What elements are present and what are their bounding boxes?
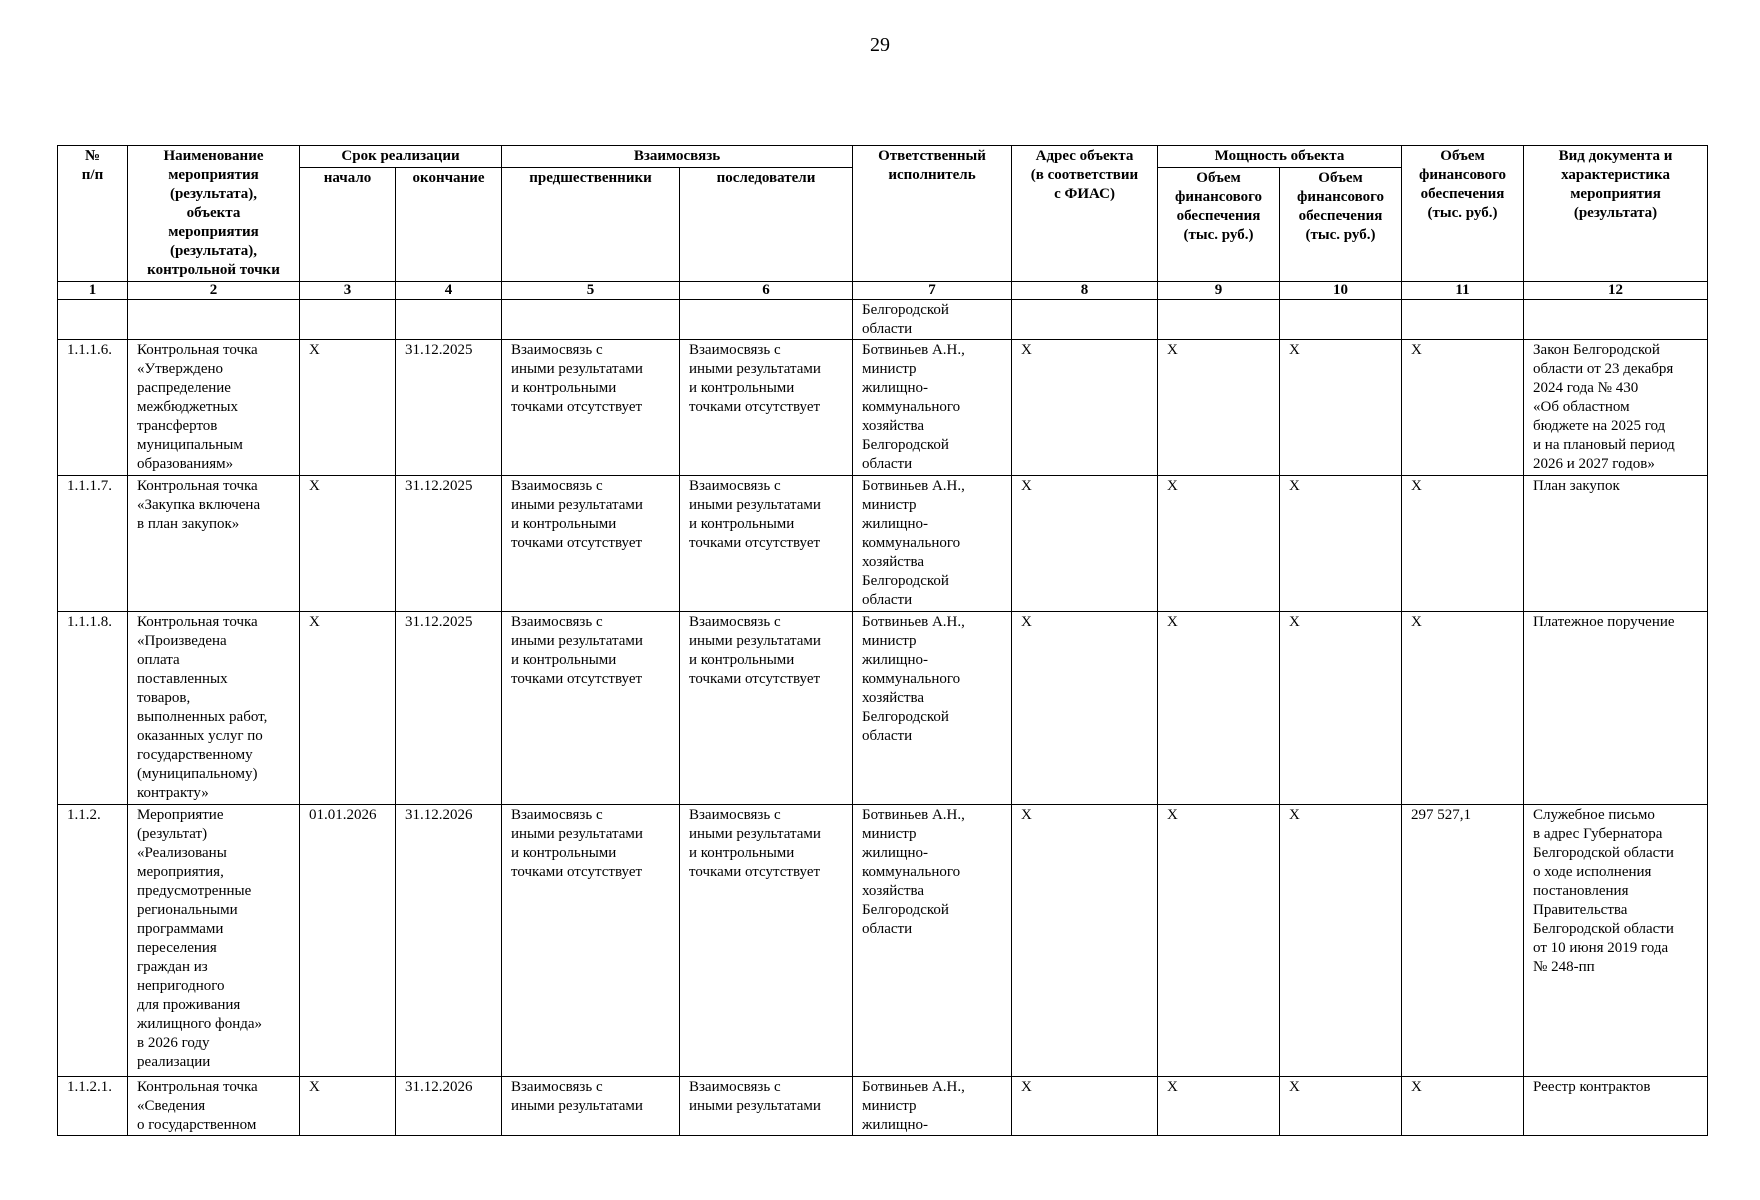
cell-volume-2: X <box>1280 340 1402 476</box>
cell-doc: Закон Белгородской области от 23 декабря 2024 года № 430 «Об областном бюджете на 2025 год и на плановый период 2026 и 2027 годов» <box>1524 340 1708 476</box>
table-row <box>58 340 1708 476</box>
cell-start: 01.01.2026 <box>300 805 396 1077</box>
header-start: начало <box>300 168 396 282</box>
header-address: Адрес объекта (в соответствии с ФИАС) <box>1012 146 1158 282</box>
cell-predecessors: Взаимосвязь с иными результатами <box>502 1077 680 1136</box>
cell-predecessors: Взаимосвязь с иными результатами и контрольными точками отсутствует <box>502 340 680 476</box>
cell-executor: Ботвиньев А.Н., министр жилищно- коммунального хозяйства Белгородской области <box>853 340 1012 476</box>
cell-num: 1.1.1.8. <box>58 612 128 805</box>
cell-volume-2: X <box>1280 476 1402 612</box>
header-capacity: Мощность объекта <box>1158 146 1402 168</box>
cell-executor: Белгородской области <box>853 300 1012 340</box>
col-number: 10 <box>1280 282 1402 300</box>
table-row <box>58 476 1708 612</box>
col-number: 4 <box>396 282 502 300</box>
header-name: Наименование мероприятия (результата), объекта мероприятия (результата), контрольной точки <box>128 146 300 282</box>
header-term: Срок реализации <box>300 146 502 168</box>
header-doc-type: Вид документа и характеристика мероприятия (результата) <box>1524 146 1708 282</box>
cell-num: 1.1.1.7. <box>58 476 128 612</box>
header-end: окончание <box>396 168 502 282</box>
header-num: № п/п <box>58 146 128 282</box>
col-number: 6 <box>680 282 853 300</box>
cell-doc: Платежное поручение <box>1524 612 1708 805</box>
cell-address: X <box>1012 612 1158 805</box>
cell-name: Контрольная точка «Сведения о государственном <box>128 1077 300 1136</box>
header-capacity-volume-2: Объем финансового обеспечения (тыс. руб.) <box>1280 168 1402 282</box>
cell-name: Контрольная точка «Произведена оплата поставленных товаров, выполненных работ, оказанных услуг по государственному (муниципальному) контракту» <box>128 612 300 805</box>
cell-volume-2: X <box>1280 805 1402 1077</box>
cell-start: X <box>300 340 396 476</box>
cell-name: Контрольная точка «Утверждено распределение межбюджетных трансфертов муниципальным образованиям» <box>128 340 300 476</box>
col-number: 1 <box>58 282 128 300</box>
cell-funding: X <box>1402 1077 1524 1136</box>
cell-end: 31.12.2025 <box>396 612 502 805</box>
col-number: 2 <box>128 282 300 300</box>
cell-doc: Служебное письмо в адрес Губернатора Белгородской области о ходе исполнения постановления Правительства Белгородской области от 10 июня 2019 года № 248-пп <box>1524 805 1708 1077</box>
col-number: 12 <box>1524 282 1708 300</box>
cell-address: X <box>1012 805 1158 1077</box>
cell-volume-2: X <box>1280 612 1402 805</box>
cell-successors: Взаимосвязь с иными результатами и контрольными точками отсутствует <box>680 805 853 1077</box>
header-predecessors: предшественники <box>502 168 680 282</box>
cell-executor: Ботвиньев А.Н., министр жилищно- <box>853 1077 1012 1136</box>
cell-successors: Взаимосвязь с иными результатами и контрольными точками отсутствует <box>680 612 853 805</box>
table-row <box>58 805 1708 1077</box>
cell-funding: X <box>1402 476 1524 612</box>
cell-executor: Ботвиньев А.Н., министр жилищно- коммунального хозяйства Белгородской области <box>853 476 1012 612</box>
cell-funding: 297 527,1 <box>1402 805 1524 1077</box>
cell-address: X <box>1012 476 1158 612</box>
cell-end: 31.12.2026 <box>396 805 502 1077</box>
header-executor: Ответственный исполнитель <box>853 146 1012 282</box>
cell-successors: Взаимосвязь с иными результатами и контрольными точками отсутствует <box>680 340 853 476</box>
cell-volume-1: X <box>1158 612 1280 805</box>
cell-end: 31.12.2026 <box>396 1077 502 1136</box>
cell-num: 1.1.1.6. <box>58 340 128 476</box>
cell-volume-1: X <box>1158 340 1280 476</box>
cell-end: 31.12.2025 <box>396 476 502 612</box>
cell-volume-1: X <box>1158 476 1280 612</box>
cell-predecessors: Взаимосвязь с иными результатами и контрольными точками отсутствует <box>502 612 680 805</box>
cell-address: X <box>1012 1077 1158 1136</box>
cell-start: X <box>300 476 396 612</box>
cell-volume-1: X <box>1158 1077 1280 1136</box>
col-number: 5 <box>502 282 680 300</box>
header-capacity-volume-1: Объем финансового обеспечения (тыс. руб.) <box>1158 168 1280 282</box>
cell-end: 31.12.2025 <box>396 340 502 476</box>
cell-predecessors: Взаимосвязь с иными результатами и контрольными точками отсутствует <box>502 476 680 612</box>
cell-successors: Взаимосвязь с иными результатами и контрольными точками отсутствует <box>680 476 853 612</box>
table-row-continuation <box>58 300 1708 340</box>
col-number: 3 <box>300 282 396 300</box>
cell-start: X <box>300 1077 396 1136</box>
cell-num: 1.1.2.1. <box>58 1077 128 1136</box>
cell-doc: План закупок <box>1524 476 1708 612</box>
cell-doc: Реестр контрактов <box>1524 1077 1708 1136</box>
cell-address: X <box>1012 340 1158 476</box>
cell-start: X <box>300 612 396 805</box>
header-funding: Объем финансового обеспечения (тыс. руб.) <box>1402 146 1524 282</box>
cell-name: Контрольная точка «Закупка включена в план закупок» <box>128 476 300 612</box>
cell-num: 1.1.2. <box>58 805 128 1077</box>
cell-executor: Ботвиньев А.Н., министр жилищно- коммунального хозяйства Белгородской области <box>853 612 1012 805</box>
table-row <box>58 1077 1708 1136</box>
col-number: 9 <box>1158 282 1280 300</box>
header-relation: Взаимосвязь <box>502 146 853 168</box>
page-number: 29 <box>870 34 890 56</box>
cell-executor: Ботвиньев А.Н., министр жилищно- коммунального хозяйства Белгородской области <box>853 805 1012 1077</box>
cell-funding: X <box>1402 612 1524 805</box>
cell-volume-1: X <box>1158 805 1280 1077</box>
col-number: 7 <box>853 282 1012 300</box>
cell-volume-2: X <box>1280 1077 1402 1136</box>
table-row <box>58 612 1708 805</box>
cell-predecessors: Взаимосвязь с иными результатами и контрольными точками отсутствует <box>502 805 680 1077</box>
cell-successors: Взаимосвязь с иными результатами <box>680 1077 853 1136</box>
col-number: 11 <box>1402 282 1524 300</box>
col-number: 8 <box>1012 282 1158 300</box>
cell-name: Мероприятие (результат) «Реализованы мероприятия, предусмотренные региональными программами переселения граждан из непригодного для проживания жилищного фонда» в 2026 году реализации <box>128 805 300 1077</box>
header-successors: последователи <box>680 168 853 282</box>
plan-table <box>57 145 1708 1136</box>
cell-funding: X <box>1402 340 1524 476</box>
